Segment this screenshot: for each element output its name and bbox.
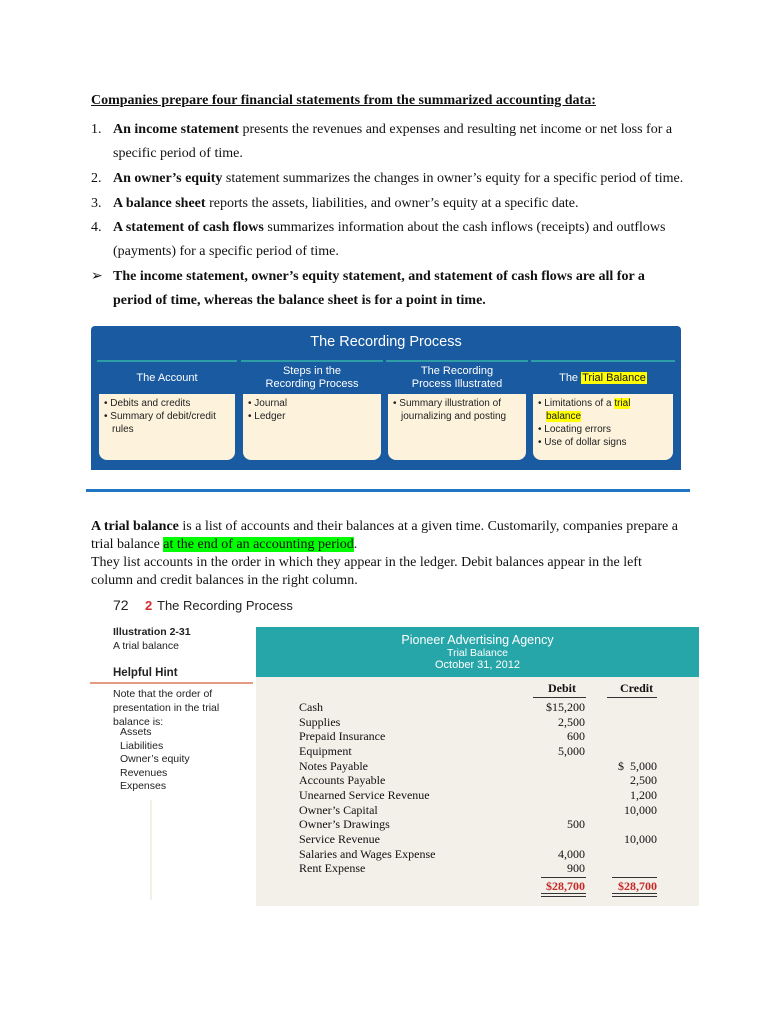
rp-heading-text: The (559, 371, 582, 384)
statement-text-cont: (payments) for a specific period of time. (113, 244, 339, 259)
credit-amount: $ 5,000 (618, 758, 657, 773)
rp-column-trial-balance (531, 360, 675, 466)
rp-column-heading (386, 360, 528, 394)
hint-margin-line (150, 800, 152, 900)
paragraph-text: trial balance (91, 537, 164, 552)
item-number: 3. (91, 196, 102, 211)
debit-amount: 5,000 (558, 744, 585, 758)
hint-line: presentation in the trial (113, 702, 220, 714)
company-name: Pioneer Advertising Agency (401, 633, 554, 647)
statement-title: Trial Balance (447, 647, 508, 659)
illustration-label: Illustration 2-31 (113, 626, 191, 638)
statement-text: summarizes information about the cash inflows (receipts) and outflows (263, 220, 666, 235)
rp-item (538, 410, 668, 423)
rp-item-highlight: trial (614, 398, 631, 409)
rp-column-body (386, 394, 528, 462)
helpful-hint-text (113, 687, 248, 729)
credit-amount: 1,200 (630, 787, 657, 802)
credit-amount: 2,500 (630, 773, 657, 788)
recording-process-title: The Recording Process (310, 334, 462, 350)
hint-list-item: Expenses (120, 780, 167, 793)
debit-amount: 900 (567, 861, 585, 876)
statement-term: An income statement (113, 122, 239, 137)
debit-column-header: Debit (548, 681, 576, 695)
rp-item: • Locating errors (538, 424, 611, 435)
rp-item (538, 397, 668, 410)
credit-column-header: Credit (620, 681, 654, 695)
rp-item: rules (112, 424, 134, 435)
helpful-hint-heading: Helpful Hint (113, 667, 178, 679)
rp-item-text: • Limitations of a (538, 398, 615, 409)
trial-balance-header (256, 627, 699, 677)
account-name: Owner’s Drawings (299, 817, 390, 832)
debit-amount: 600 (567, 729, 585, 744)
hint-list-item: Revenues (120, 766, 168, 779)
note-line-2: period of time, whereas the balance sheet is for a point in time. (113, 293, 486, 308)
debit-header-underline (533, 697, 586, 698)
account-name: Equipment (299, 744, 352, 758)
item-number: 2. (91, 171, 102, 186)
section-divider (86, 489, 690, 492)
credit-total-rule (612, 877, 657, 878)
rp-column-body (531, 394, 675, 462)
rp-heading-text: The Account (136, 371, 198, 384)
page-number: 72 (113, 597, 129, 613)
debit-total-double-rule (541, 896, 586, 897)
rp-column-heading (241, 360, 383, 394)
note-line-1: The income statement, owner’s equity statement, and statement of cash flows are all for a (113, 269, 645, 284)
rp-item: • Journal (248, 398, 288, 409)
rp-heading-highlight: Trial Balance (582, 371, 646, 384)
account-name: Unearned Service Revenue (299, 787, 430, 802)
hint-line: balance is: (113, 716, 164, 728)
paragraph-text: They list accounts in the order in which they appear in the ledger. Debit balances appear in the left (91, 555, 642, 570)
credit-total-double-rule (612, 896, 657, 897)
credit-amount: 10,000 (624, 831, 657, 846)
rp-item: • Ledger (248, 411, 286, 422)
rp-heading-text: Process Illustrated (411, 378, 503, 390)
paragraph-text: is a list of accounts and their balances at a given time. Customarily, companies prepare a (178, 519, 678, 534)
account-name: Cash (299, 700, 323, 714)
item-number: 4. (91, 220, 102, 235)
debit-amount: 500 (567, 817, 585, 832)
credit-amount: 10,000 (624, 802, 657, 817)
debit-amount: 4,000 (558, 846, 585, 861)
chapter-number: 2 (145, 598, 153, 613)
paragraph-text: . (353, 537, 358, 552)
statement-text: presents the revenues and expenses and resulting net income or net loss for a (238, 122, 673, 137)
account-name: Service Revenue (299, 831, 380, 846)
hint-list-item: Assets (120, 726, 152, 738)
rp-item: • Use of dollar signs (538, 437, 627, 448)
statement-term: An owner’s equity (113, 171, 223, 186)
rp-item-highlight: balance (546, 411, 582, 422)
rp-item: journalizing and posting (401, 411, 507, 422)
recording-process-header (91, 326, 681, 360)
debit-total: $28,700 (546, 879, 585, 893)
statement-term: A balance sheet (113, 196, 206, 211)
rp-column-illustrated (386, 360, 528, 466)
hint-divider (90, 682, 253, 684)
rp-heading-text: Recording Process (265, 378, 359, 390)
rp-column-heading (531, 360, 675, 394)
illustration-description: A trial balance (113, 640, 179, 652)
debit-total-double-rule (541, 893, 586, 894)
rp-column-heading (97, 360, 237, 394)
paragraph-highlight: at the end of an accounting period (163, 537, 354, 552)
rp-heading-text: The Recording (420, 365, 494, 377)
debit-amount: $15,200 (546, 700, 585, 714)
rp-item: • Summary of debit/credit (104, 411, 216, 422)
statement-date: October 31, 2012 (434, 659, 520, 671)
trial-balance-paragraph (91, 518, 691, 590)
account-name: Rent Expense (299, 861, 366, 876)
hint-list (120, 726, 190, 794)
paragraph-text: column and credit balances in the right column. (91, 573, 358, 588)
credit-header-underline (607, 697, 657, 698)
account-name: Supplies (299, 714, 341, 729)
paragraph-term: A trial balance (91, 519, 179, 534)
recording-process-graphic (91, 326, 681, 470)
hint-list-item: Owner’s equity (120, 753, 190, 766)
rp-item: • Summary illustration of (393, 398, 501, 409)
account-name: Accounts Payable (299, 773, 386, 788)
account-name: Owner’s Capital (299, 802, 378, 817)
rp-item: • Debits and credits (104, 398, 191, 409)
debit-amount: 2,500 (558, 714, 585, 729)
chapter-title: The Recording Process (157, 598, 293, 613)
rp-column-body (97, 394, 237, 462)
rp-heading-text: Steps in the (282, 365, 342, 377)
rp-column-body (241, 394, 383, 462)
credit-total: $28,700 (618, 879, 657, 893)
account-name: Prepaid Insurance (299, 729, 386, 744)
statement-text: statement summarizes the changes in owner’s equity for a specific period of time. (222, 171, 684, 186)
account-name: Salaries and Wages Expense (299, 846, 436, 861)
statement-text-cont: specific period of time. (113, 146, 243, 161)
section-heading: Companies prepare four financial statements from the summarized accounting data: (91, 93, 596, 108)
item-number: 1. (91, 122, 102, 137)
arrow-bullet-icon: ➢ (91, 269, 103, 284)
rp-column-steps (241, 360, 383, 466)
hint-list-item: Liabilities (120, 739, 164, 752)
rp-column-account (97, 360, 237, 466)
statement-text: reports the assets, liabilities, and owner’s equity at a specific date. (205, 196, 579, 211)
account-name: Notes Payable (299, 758, 368, 773)
debit-total-rule (541, 877, 586, 878)
credit-total-double-rule (612, 893, 657, 894)
statement-term: A statement of cash flows (113, 220, 264, 235)
hint-line: Note that the order of (113, 688, 213, 700)
